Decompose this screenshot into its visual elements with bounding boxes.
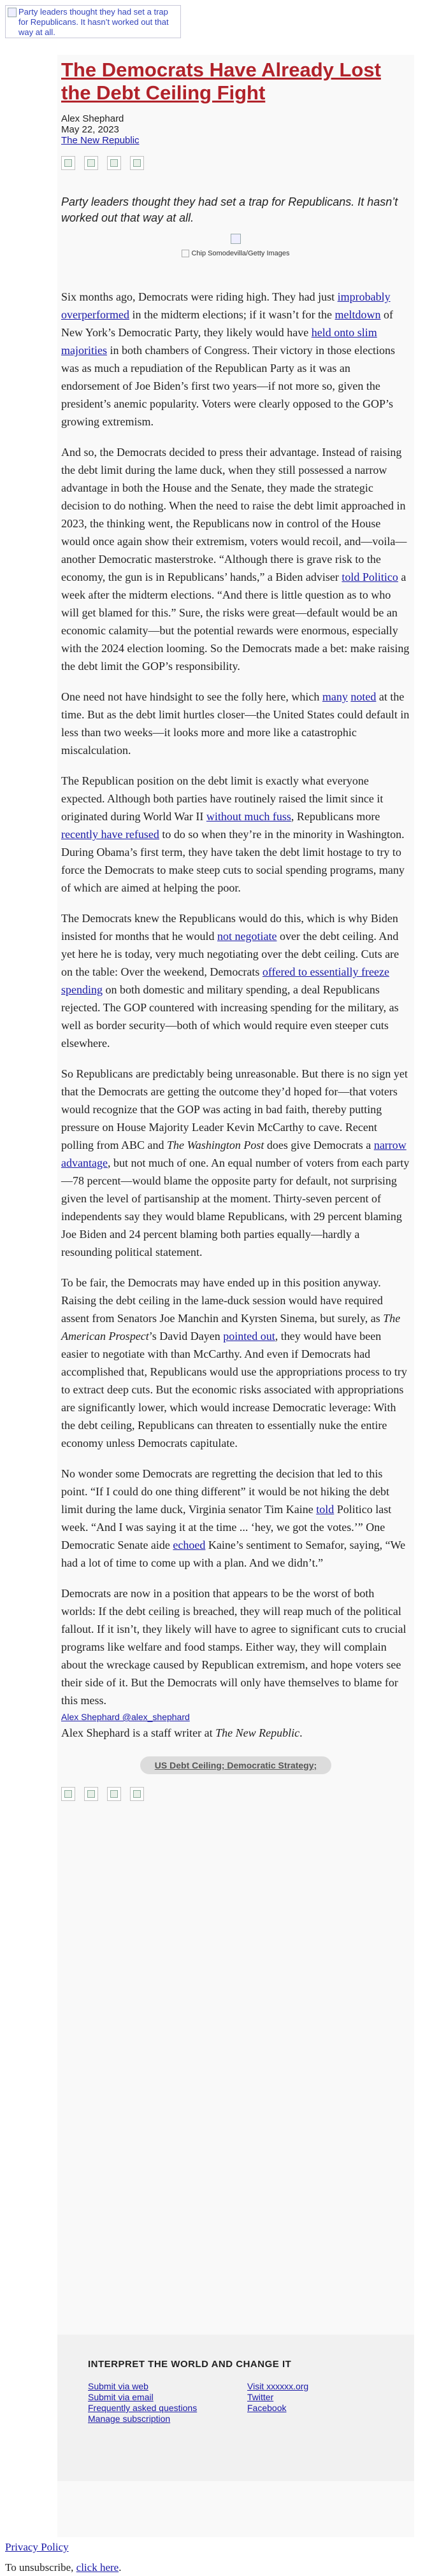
link-without-much-fuss[interactable]: without much fuss: [206, 810, 291, 823]
publish-date: May 22, 2023: [61, 124, 119, 135]
paragraph-7: To be fair, the Democrats may have ended up in this position anyway. Raising the debt ceiling in the lame-duck session would have required assent from Senators Joe Manchin and Kyrsten Sinema, but surely, as The American Prospect’s David Dayen pointed out, they would have been easier to negotiate with than McCarthy. And even if Democrats had accomplished that, Republicans would use the appropriations process to try to extract deep cuts. But the economic risks associated with appropriations are significantly lower, which would increase Democratic leverage: With the debt ceiling, Republicans can threaten to essentially nuke the entire economy unless Democrats capitulate.: [61, 1276, 407, 1450]
article-meta: [61, 113, 410, 146]
unsubscribe-link[interactable]: click here: [76, 2561, 119, 2573]
email-icon[interactable]: [130, 156, 144, 170]
link-freeze-spending[interactable]: offered to essentially freeze spending: [61, 965, 389, 997]
paragraph-1: Six months ago, Democrats were riding high. They had just improbably overperformed in the midterm elections; if it wasn’t for the meltdown of New York’s Democratic Party, they likely would have held onto slim majorities in both chambers of Congress. Their victory in those elections was as much a repudiation of the Republican Party as it was an endorsement of Joe Biden’s first two years—if not more so, given the president’s anemic popularity. Voters were clearly opposed to the GOP’s growing extremism.: [61, 290, 396, 429]
article-title[interactable]: The Democrats Have Already Lost the Debt Ceiling Fight: [61, 59, 381, 104]
link-narrow-advantage[interactable]: narrow advantage: [61, 1139, 406, 1170]
article-container: [57, 55, 414, 2537]
visit-site-link[interactable]: Visit xxxxxx.org: [247, 2381, 309, 2391]
privacy-policy-link[interactable]: Privacy Policy: [5, 2541, 69, 2553]
hero-image[interactable]: [5, 5, 181, 38]
article-tags[interactable]: US Debt Ceiling; Democratic Strategy;: [140, 1756, 331, 1774]
paragraph-8: No wonder some Democrats are regretting the decision that led to this point. “If I could do one thing different” it would be not hiking the debt limit during the lame duck, Virginia senator Tim Kaine told Politico last week. “And I was saying it at the time ... ‘hey, we got the votes.’” One Democratic Senate aide echoed Kaine’s sentiment to Semafor, saying, “We had a lot of time to come up with a plan. And we didn’t.”: [61, 1467, 406, 1570]
linkedin-icon[interactable]: [107, 156, 121, 170]
link-told[interactable]: told: [316, 1503, 334, 1516]
hero-image-alt-text: Party leaders thought they had set a trap for Republicans. It hasn’t worked out that way at all.: [18, 7, 169, 37]
footer-left-links: [88, 2381, 247, 2424]
twitter-icon[interactable]: [84, 156, 98, 170]
author-bio: Alex Shephard is a staff writer at The New Republic.: [61, 1726, 303, 1740]
submit-web-link[interactable]: Submit via web: [88, 2381, 148, 2391]
paragraph-6: So Republicans are predictably being unreasonable. But there is no sign yet that the Democrats are getting the outcome they’d hoped for—that voters would recognize that the GOP was acting in bad faith, thereby putting pressure on House Majority Leader Kevin McCarthy to cave. Recent polling from ABC and The Washington Post does give Democrats a narrow advantage, but not much of one. An equal number of voters from each party—78 percent—would blame the opposite party for default, not surprising given the level of partisanship at the moment. Thirty-seven percent of independents say they would blame Republicans, with 29 percent blaming Joe Biden and 24 percent blaming both parties equally—hardly a resounding political statement.: [61, 1067, 410, 1259]
paragraph-2: And so, the Democrats decided to press their advantage. Instead of raising the debt limit during the lame duck, when they still possessed a narrow advantage in both the House and the Senate, they made the strategic decision to do nothing. When the need to raise the debt limit approached in 2023, the thinking went, the Republicans now in control of the House would once again show their extremism, voters would recoil, and—voila—another Democratic masterstroke. “Although there is grave risk to the economy, the gun is in Republicans’ hands,” a Biden adviser told Politico a week after the midterm elections. “And there is little question as to who will get blamed for this.” Sure, the risks were great—default would be an economic calamity—but the potential rewards were enormous, especially with the 2024 election looming. So the Democrats made a bet: make raising the debt limit the GOP’s responsibility.: [61, 446, 410, 673]
footer-right-links: [247, 2381, 406, 2424]
facebook-icon[interactable]: [61, 156, 75, 170]
link-recently-refused[interactable]: recently have refused: [61, 828, 159, 841]
share-row-top: [61, 156, 410, 173]
link-pointed-out[interactable]: pointed out: [223, 1330, 275, 1343]
email-icon[interactable]: [130, 1787, 144, 1801]
photo-credit: Chip Somodevilla/Getty Images: [61, 250, 410, 257]
newsletter-footer: [57, 2335, 414, 2481]
email-bottom: [5, 2541, 438, 2574]
article-dek: Party leaders thought they had set a trap for Republicans. It hasn’t worked out that way at all.: [61, 196, 398, 224]
link-slim-majorities[interactable]: held onto slim majorities: [61, 326, 377, 357]
linkedin-icon[interactable]: [107, 1787, 121, 1801]
article-body: [61, 288, 410, 1804]
share-row-bottom: [61, 1787, 410, 1804]
link-not-negotiate[interactable]: not negotiate: [217, 930, 277, 943]
faq-link[interactable]: Frequently asked questions: [88, 2403, 198, 2413]
link-meltdown[interactable]: meltdown: [334, 308, 381, 322]
facebook-icon[interactable]: [61, 1787, 75, 1801]
link-overperformed[interactable]: improbably overperformed: [61, 290, 391, 322]
submit-email-link[interactable]: Submit via email: [88, 2392, 154, 2402]
manage-subscription-link[interactable]: Manage subscription: [88, 2414, 171, 2424]
publication-link[interactable]: The New Republic: [61, 135, 140, 146]
image-placeholder-icon: [182, 250, 189, 257]
paragraph-3: One need not have hindsight to see the folly here, which many noted at the time. But as the debt limit hurtles closer—the United States could default in less than two weeks—it looks more and more like a catastrophic miscalculation.: [61, 690, 410, 757]
image-placeholder-icon: [231, 234, 241, 244]
article-figure: [61, 234, 410, 247]
twitter-link[interactable]: Twitter: [247, 2392, 274, 2402]
paragraph-5: The Democrats knew the Republicans would do this, which is why Biden insisted for months that he would not negotiate over the debt ceiling. And yet here he is today, very much negotiating over the debt ceiling. Cuts are on the table: Over the weekend, Democrats offered to essentially freeze spending on both domestic and military spending, a deal Republicans rejected. The GOP countered with increasing spending for the military, as well as border security—both of which would require even steeper cuts elsewhere.: [61, 912, 399, 1050]
paragraph-9: Democrats are now in a position that appears to be the worst of both worlds: If the debt ceiling is breached, they will reap much of the political fallout. If it isn’t, they likely will have to agree to significant cuts to crucial programs like welfare and food stamps. Either way, they will complain about the wreckage caused by Republican extremism, and hope voters see their side of it. But the Democrats will only have themselves to blame for this mess.: [61, 1587, 406, 1707]
author-name: Alex Shephard: [61, 113, 124, 124]
footer-heading: INTERPRET THE WORLD AND CHANGE IT: [88, 2359, 292, 2370]
facebook-link[interactable]: Facebook: [247, 2403, 287, 2413]
unsubscribe-line: To unsubscribe, click here.: [5, 2561, 122, 2573]
author-twitter-link[interactable]: Alex Shephard @alex_shephard: [61, 1712, 190, 1723]
twitter-icon[interactable]: [84, 1787, 98, 1801]
link-noted[interactable]: noted: [350, 690, 377, 704]
link-told-politico[interactable]: told Politico: [342, 571, 398, 584]
broken-image-icon: [8, 8, 17, 17]
link-many[interactable]: many: [322, 690, 348, 704]
paragraph-4: The Republican position on the debt limit is exactly what everyone expected. Although both parties have routinely raised the limit since it originated during World War II without much fuss, Republicans more recently have refused to do so when they’re in the minority in Washington. During Obama’s first term, they have taken the debt limit hostage to try to force the Democrats to make steep cuts to social spending programs, many of which are aimed at helping the poor.: [61, 774, 405, 895]
link-echoed[interactable]: echoed: [173, 1539, 206, 1552]
